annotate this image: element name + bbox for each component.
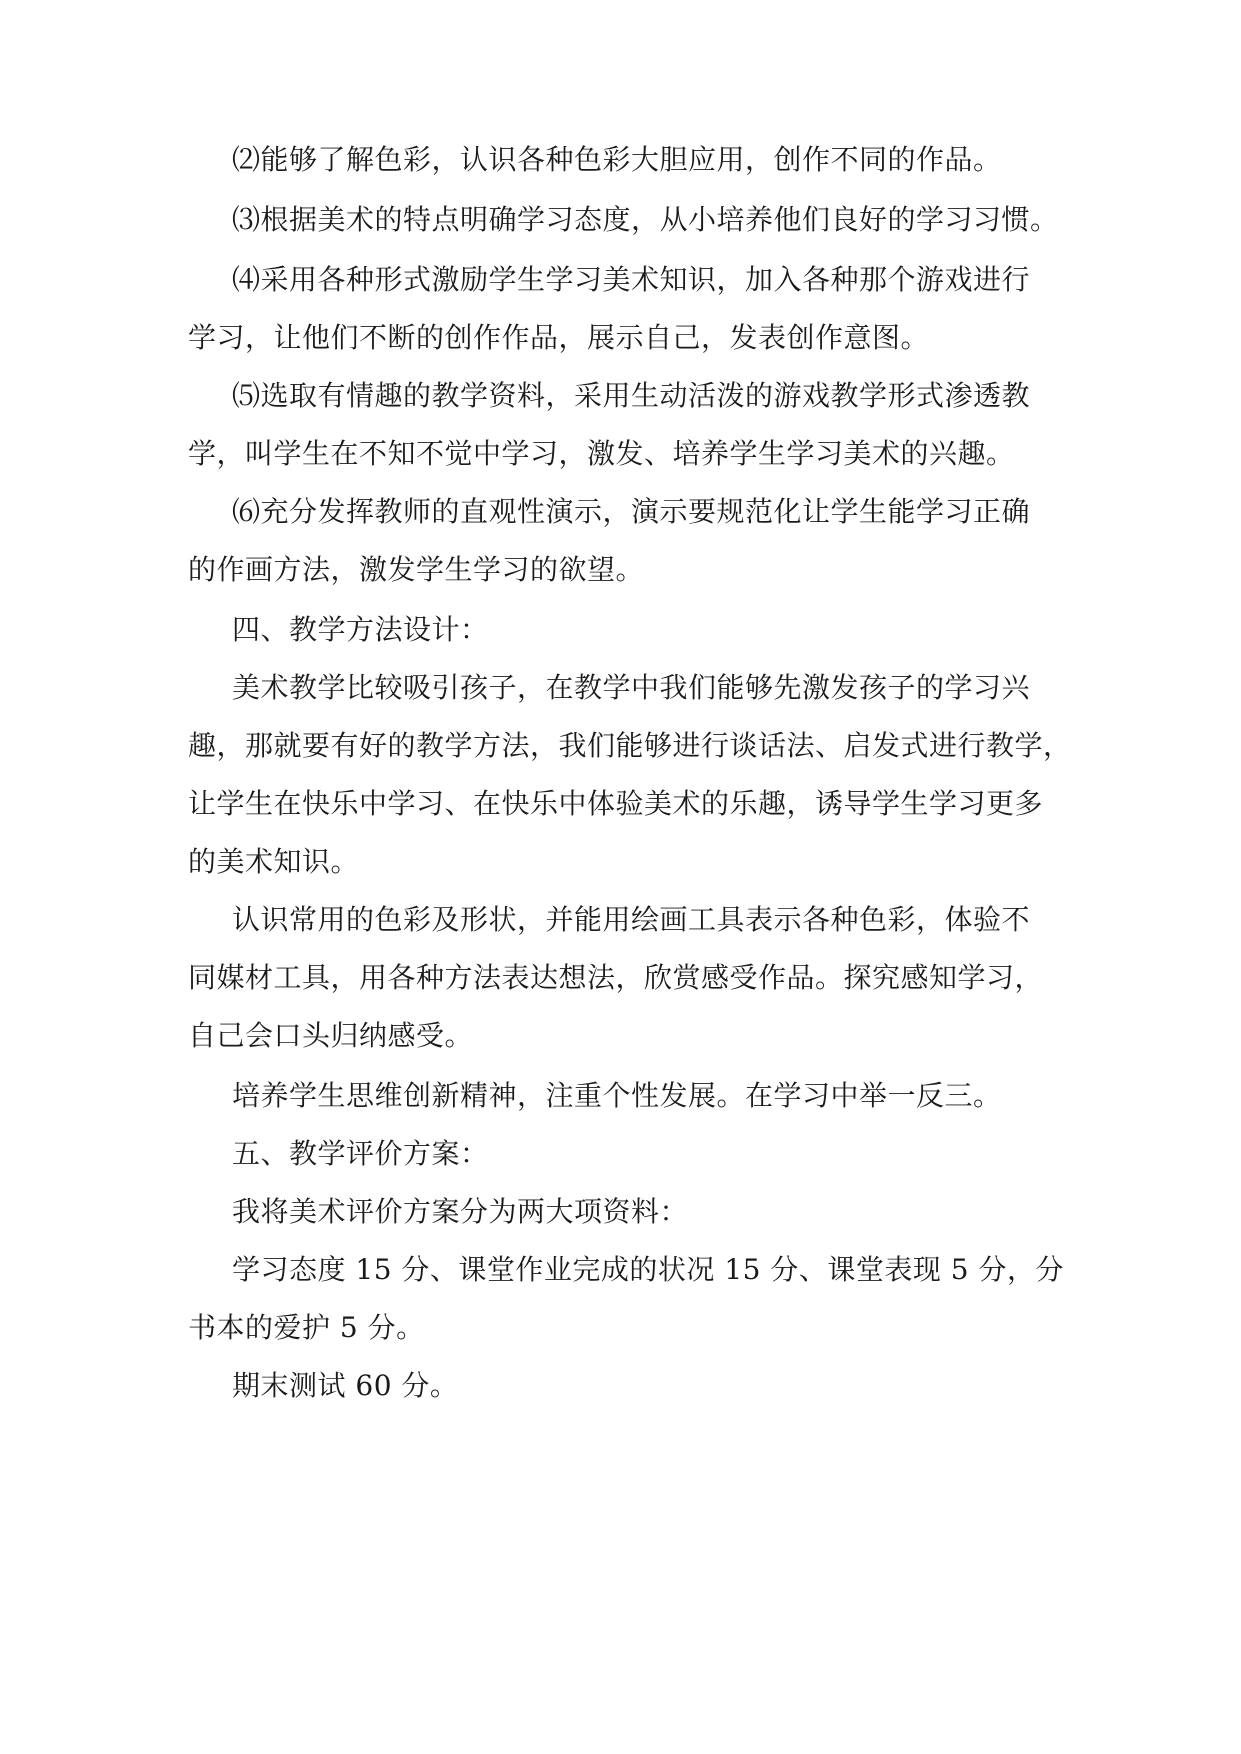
- section-heading: 四、教学方法设计：: [232, 613, 489, 646]
- text-line: 培养学生思维创新精神，注重个性发展。在学习中举一反三。: [232, 1079, 1002, 1112]
- section-heading: 五、教学评价方案：: [232, 1137, 489, 1170]
- text-line: ⑹充分发挥教师的直观性演示，演示要规范化让学生能学习正确: [232, 495, 1031, 528]
- text-line: 自己会口头归纳感受。: [188, 1019, 474, 1052]
- text-line: 我将美术评价方案分为两大项资料：: [232, 1195, 689, 1228]
- text-line: 期末测试 60 分。: [232, 1369, 459, 1402]
- text-line: 让学生在快乐中学习、在快乐中体验美术的乐趣，诱导学生学习更多: [188, 787, 1044, 820]
- text-line: 认识常用的色彩及形状，并能用绘画工具表示各种色彩，体验不: [232, 903, 1031, 936]
- text-line: 学，叫学生在不知不觉中学习，激发、培养学生学习美术的兴趣。: [188, 437, 1015, 470]
- text-line: ⑶根据美术的特点明确学习态度，从小培养他们良好的学习习惯。: [232, 203, 1059, 236]
- text-line: 的作画方法，激发学生学习的欲望。: [188, 553, 645, 586]
- text-line: ⑵能够了解色彩，认识各种色彩大胆应用，创作不同的作品。: [232, 143, 1002, 176]
- text-line: 学习态度 15 分、课堂作业完成的状况 15 分、课堂表现 5 分，分: [232, 1253, 1064, 1286]
- text-line: ⑸选取有情趣的教学资料，采用生动活泼的游戏教学形式渗透教: [232, 379, 1031, 412]
- text-line: 书本的爱护 5 分。: [188, 1311, 425, 1344]
- text-line: 同媒材工具，用各种方法表达想法，欣赏感受作品。探究感知学习，: [188, 961, 1044, 994]
- text-line: 学习，让他们不断的创作作品，展示自己，发表创作意图。: [188, 321, 930, 354]
- text-line: 趣，那就要有好的教学方法，我们能够进行谈话法、启发式进行教学，: [188, 729, 1072, 762]
- text-line: 美术教学比较吸引孩子，在教学中我们能够先激发孩子的学习兴: [232, 671, 1031, 704]
- text-line: 的美术知识。: [188, 845, 360, 878]
- text-line: ⑷采用各种形式激励学生学习美术知识，加入各种那个游戏进行: [232, 263, 1031, 296]
